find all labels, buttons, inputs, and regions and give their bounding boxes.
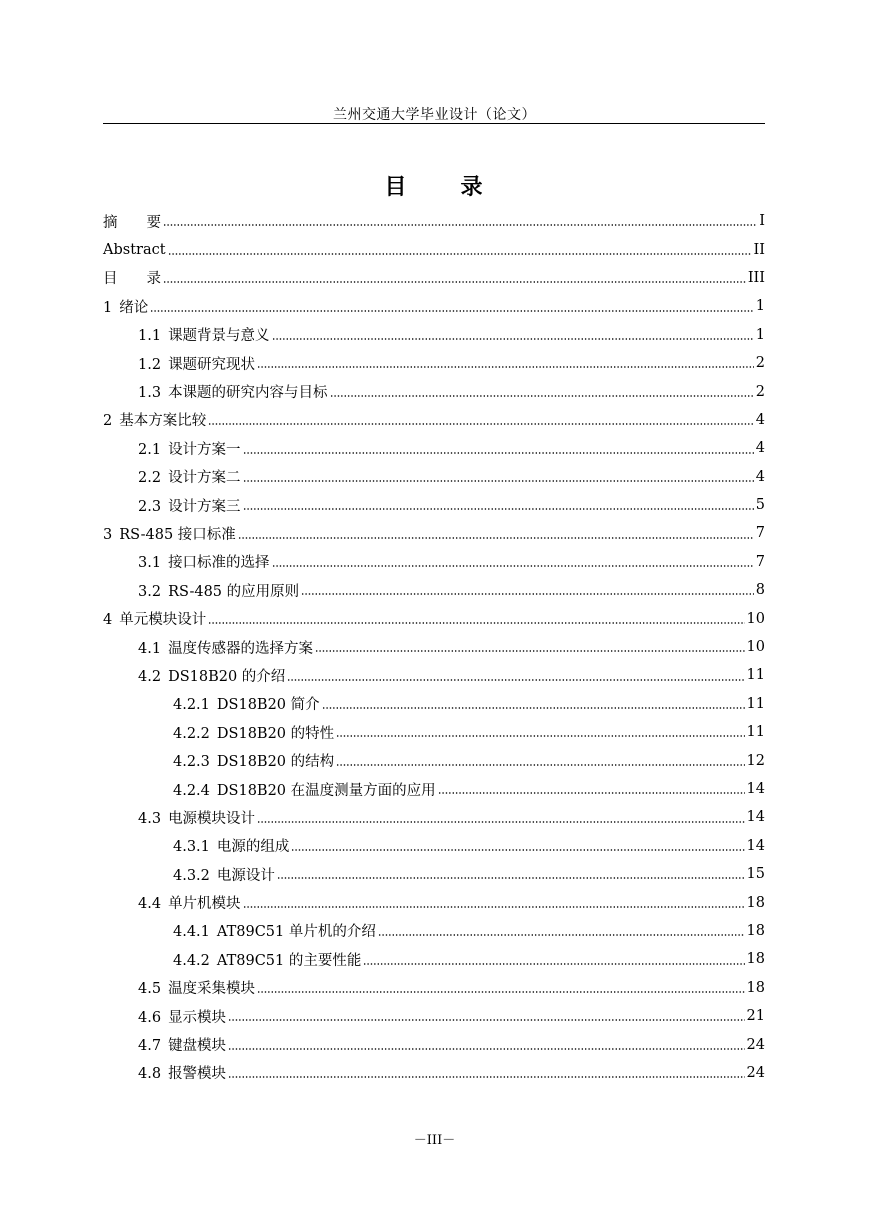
toc-entry[interactable] <box>103 1002 765 1030</box>
toc-entry[interactable] <box>103 1030 765 1058</box>
dot-leader <box>378 934 745 936</box>
dot-leader <box>272 338 754 340</box>
toc-entry-text: 电源设计 <box>216 867 275 884</box>
dot-leader <box>228 1019 744 1021</box>
toc-entry-title <box>103 523 236 544</box>
toc-entry[interactable] <box>103 491 765 519</box>
toc-entry-text: 本课题的研究内容与目标 <box>168 385 328 402</box>
toc-entry-page: 11 <box>746 667 765 684</box>
toc-entry[interactable] <box>103 519 765 547</box>
dot-leader <box>243 906 745 908</box>
toc-title-char-2: 录 <box>460 174 485 200</box>
toc-entry-page: 11 <box>746 695 765 712</box>
dot-leader <box>150 310 754 312</box>
dot-leader <box>163 281 746 283</box>
toc-entry-text: DS18B20 简介 <box>216 697 320 714</box>
toc-title <box>0 170 869 201</box>
toc-entry[interactable] <box>103 860 765 888</box>
header-rule <box>103 123 765 124</box>
toc-entry-number: 2.1 <box>138 441 162 458</box>
toc-entry-page: 1 <box>755 298 765 315</box>
toc-entry[interactable] <box>103 207 765 235</box>
dot-leader <box>336 764 744 766</box>
toc-entry-title <box>173 722 334 743</box>
toc-entry-title <box>103 211 161 232</box>
toc-entry[interactable] <box>103 406 765 434</box>
toc-entry-title <box>138 807 255 828</box>
toc-entry-page: 11 <box>746 724 765 741</box>
toc-entry-number: 4.1 <box>138 640 162 657</box>
toc-entry-number: 2.3 <box>138 498 162 515</box>
toc-entry-text: RS-485 接口标准 <box>119 526 236 543</box>
toc-entry[interactable] <box>103 576 765 604</box>
toc-entry-title <box>103 242 166 258</box>
toc-entry-page: II <box>753 241 765 258</box>
toc-entry[interactable] <box>103 264 765 292</box>
toc-entry-title <box>138 665 285 686</box>
toc-entry[interactable] <box>103 974 765 1002</box>
dot-leader <box>438 792 745 794</box>
dot-leader <box>363 963 744 965</box>
toc-entry-number: 4.3 <box>138 810 162 827</box>
toc-entry[interactable] <box>103 690 765 718</box>
toc-entry-number: 4.2.3 <box>173 754 210 771</box>
toc-entry-page: 14 <box>746 781 765 797</box>
toc-entry-page: 8 <box>755 582 765 599</box>
toc-entry[interactable] <box>103 718 765 746</box>
toc-entry-text: 单片机模块 <box>168 896 241 913</box>
toc-entry-text: 设计方案三 <box>168 498 241 515</box>
toc-entry-title <box>138 892 241 913</box>
toc-entry-page: 5 <box>755 497 765 514</box>
toc-entry-title <box>103 409 206 430</box>
toc-entry-page: 24 <box>746 1036 765 1053</box>
toc-entry[interactable] <box>103 803 765 831</box>
toc-entry-page: 10 <box>746 610 765 627</box>
dot-leader <box>330 395 754 397</box>
dot-leader <box>322 707 745 709</box>
toc-entry-number: 4 <box>103 612 113 629</box>
toc-entry-page: 4 <box>755 468 765 485</box>
toc-entry-text: 设计方案一 <box>168 441 241 458</box>
dot-leader <box>336 735 744 737</box>
toc-entry-title <box>173 693 320 714</box>
dot-leader <box>257 991 744 993</box>
toc-entry-title <box>103 608 206 629</box>
toc-entry-page: 18 <box>746 951 765 968</box>
toc-entry-text: DS18B20 的结构 <box>216 754 335 771</box>
toc-entry[interactable] <box>103 746 765 774</box>
toc-entry-page: 18 <box>746 922 765 939</box>
toc-entry-page: 12 <box>746 752 765 769</box>
toc-entry-page: 15 <box>746 866 765 883</box>
toc-entry-title <box>138 580 299 601</box>
toc-entry-page: 2 <box>755 383 765 400</box>
toc-entry-title <box>103 296 148 317</box>
toc-entry-page: 2 <box>755 355 765 372</box>
dot-leader <box>287 679 744 681</box>
toc-entry-number: 2 <box>103 413 113 430</box>
toc-entry-title <box>173 750 334 771</box>
toc-entry-title <box>138 353 255 374</box>
toc-entry-title <box>138 1006 226 1027</box>
toc-entry-text: Abstract <box>103 241 166 258</box>
dot-leader <box>272 565 754 567</box>
toc-entry-title <box>173 920 376 941</box>
toc-entry-page: 14 <box>746 837 765 854</box>
toc-entry-title <box>138 1034 226 1055</box>
toc-entry[interactable] <box>103 633 765 661</box>
toc-entry[interactable] <box>103 292 765 320</box>
toc-entry-title <box>138 1062 226 1083</box>
toc-entry[interactable] <box>103 349 765 377</box>
dot-leader <box>243 480 754 482</box>
toc-entry[interactable] <box>103 235 765 263</box>
toc-entry[interactable] <box>103 661 765 689</box>
toc-entry-page: 18 <box>746 979 765 996</box>
toc-entry-title <box>138 466 241 487</box>
toc-entry[interactable] <box>103 775 765 803</box>
toc-title-char-1: 目 <box>384 174 409 200</box>
toc-entry-text: 单元模块设计 <box>119 612 207 629</box>
dot-leader <box>228 1048 744 1050</box>
toc-entry-number: 4.3.1 <box>173 839 210 856</box>
toc-entry-page: 21 <box>746 1008 765 1025</box>
toc-entry-number: 4.2.1 <box>173 697 210 714</box>
toc-entry-text: 键盘模块 <box>168 1038 227 1055</box>
toc-entry-number: 4.2.4 <box>173 782 210 799</box>
toc-entry-number: 4.5 <box>138 981 162 998</box>
toc-entry-text: 电源的组成 <box>216 839 290 856</box>
toc-entry-text: 摘 要 <box>103 214 161 231</box>
dot-leader <box>291 849 744 851</box>
toc-entry-page: 10 <box>746 639 765 656</box>
toc-entry-title <box>173 949 361 970</box>
toc-entry-number: 1.1 <box>138 328 162 345</box>
toc-entry-number: 3.2 <box>138 583 162 600</box>
toc-entry-text: AT89C51 单片机的介绍 <box>216 924 376 941</box>
dot-leader <box>243 452 754 454</box>
toc-entry-text: DS18B20 的介绍 <box>168 668 286 685</box>
toc-entry-text: 基本方案比较 <box>119 413 207 430</box>
toc-entry-text: DS18B20 的特性 <box>216 725 335 742</box>
toc-entry-page: 1 <box>755 326 765 343</box>
toc-entry-text: 目 录 <box>103 271 161 288</box>
dot-leader <box>208 423 754 425</box>
toc-entry-page: 14 <box>746 809 765 826</box>
toc-entry-text: 温度传感器的选择方案 <box>168 640 314 657</box>
dot-leader <box>257 821 744 823</box>
toc-entry-number: 4.4.2 <box>173 952 210 969</box>
toc-entry[interactable] <box>103 1059 765 1087</box>
dot-leader <box>315 650 744 652</box>
toc-entry-title <box>173 779 436 800</box>
toc-entry-number: 4.2.2 <box>173 725 210 742</box>
toc-entry-number: 4.7 <box>138 1038 162 1055</box>
toc-entry-number: 4.8 <box>138 1066 162 1083</box>
toc-entry-number: 4.4.1 <box>173 924 210 941</box>
toc-entry-number: 4.3.2 <box>173 867 210 884</box>
toc-entry-title <box>138 551 270 572</box>
toc-entry[interactable] <box>103 463 765 491</box>
toc-entry-text: 温度采集模块 <box>168 981 256 998</box>
toc-entry-number: 4.6 <box>138 1009 162 1026</box>
toc-entry-title <box>173 864 275 885</box>
dot-leader <box>163 224 757 226</box>
dot-leader <box>243 508 754 510</box>
toc-entry-page: 7 <box>755 525 765 542</box>
toc-entry-text: AT89C51 的主要性能 <box>216 952 362 969</box>
toc-entry-page: 4 <box>755 411 765 428</box>
toc-entry-text: 报警模块 <box>168 1066 227 1083</box>
toc-entry-title <box>138 977 255 998</box>
toc-entry[interactable] <box>103 377 765 405</box>
toc-entry-text: RS-485 的应用原则 <box>168 583 300 600</box>
toc-entry-text: 接口标准的选择 <box>168 555 270 572</box>
toc-entry[interactable] <box>103 945 765 973</box>
dot-leader <box>208 622 744 624</box>
toc-entry-text: 课题背景与意义 <box>168 328 270 345</box>
toc-entry-number: 1 <box>103 299 113 316</box>
toc-entry-text: 绪论 <box>119 299 149 316</box>
toc-entry-page: 18 <box>746 894 765 911</box>
dot-leader <box>301 593 754 595</box>
toc-entry-title <box>173 835 289 856</box>
toc-entry-page: 7 <box>755 553 765 570</box>
toc-entry-number: 3 <box>103 526 113 543</box>
dot-leader <box>228 1076 744 1078</box>
toc-entry-page: 24 <box>746 1064 765 1081</box>
toc-entry-number: 1.3 <box>138 385 162 402</box>
dot-leader <box>277 877 745 879</box>
toc-entry-number: 4.4 <box>138 896 162 913</box>
toc-entry-text: 显示模块 <box>168 1009 227 1026</box>
toc-entry-number: 4.2 <box>138 668 162 685</box>
toc-entry-title <box>138 495 241 516</box>
toc-entry[interactable] <box>103 888 765 916</box>
toc-entry-text: 设计方案二 <box>168 470 241 487</box>
toc-entry-title <box>103 267 161 288</box>
toc-entry-number: 2.2 <box>138 470 162 487</box>
toc-entry-number: 1.2 <box>138 356 162 373</box>
toc-entry-text: DS18B20 在温度测量方面的应用 <box>216 782 436 799</box>
toc-entry-page: III <box>747 269 765 286</box>
page-number-footer: －III－ <box>413 1133 456 1148</box>
dot-leader <box>238 537 754 539</box>
toc-entry[interactable] <box>103 548 765 576</box>
toc-entry-page: 4 <box>755 440 765 457</box>
toc-entry-number: 3.1 <box>138 555 162 572</box>
toc-entry-title <box>138 324 270 345</box>
toc-entry[interactable] <box>103 321 765 349</box>
dot-leader <box>257 366 754 368</box>
toc-entry-text: 电源模块设计 <box>168 810 256 827</box>
toc-entry[interactable] <box>103 604 765 632</box>
running-header: 兰州交通大学毕业设计（论文） <box>333 107 536 123</box>
toc-entry-title <box>138 381 328 402</box>
toc-entry[interactable] <box>103 434 765 462</box>
dot-leader <box>168 253 752 255</box>
toc-entry[interactable] <box>103 832 765 860</box>
toc-entry-title <box>138 438 241 459</box>
toc-entry-page: I <box>759 213 765 230</box>
toc-entry-title <box>138 637 313 658</box>
toc-entry[interactable] <box>103 917 765 945</box>
table-of-contents <box>103 207 765 1087</box>
toc-entry-text: 课题研究现状 <box>168 356 256 373</box>
